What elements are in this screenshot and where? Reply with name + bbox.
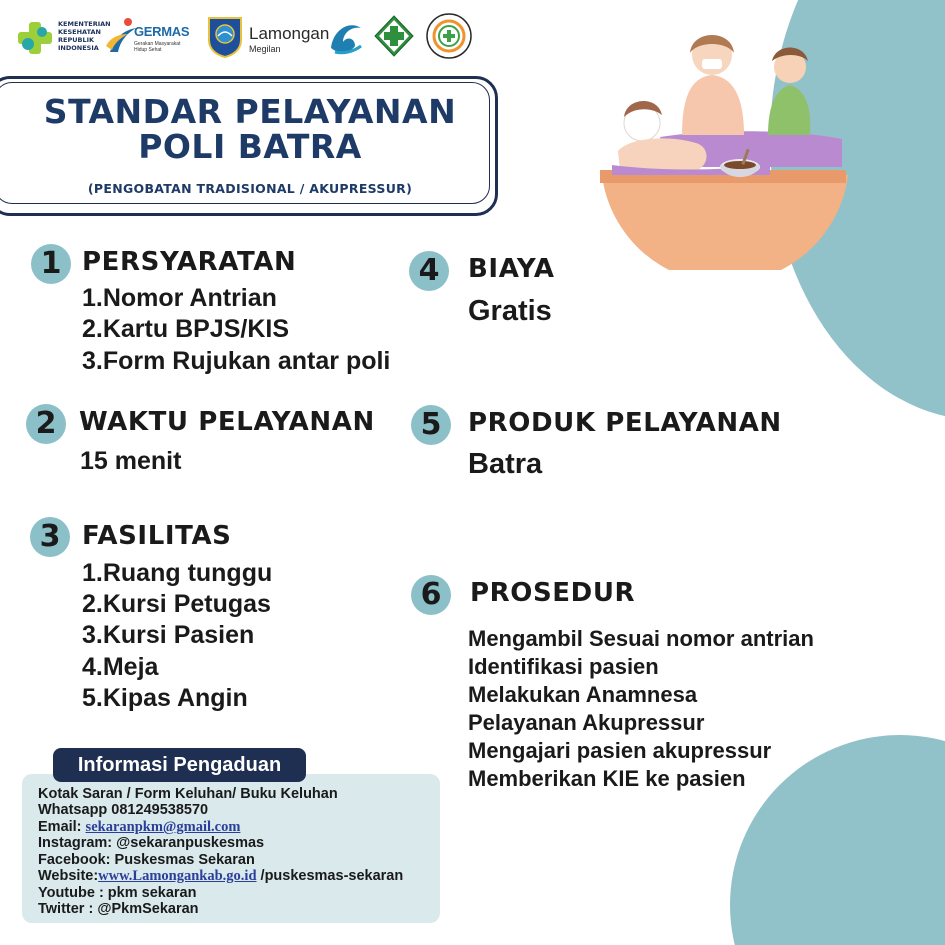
section-prosedur-title: PROSEDUR [470, 578, 636, 608]
section-5-badge: 5 [411, 405, 451, 445]
fasilitas-item: 5.Kipas Angin [82, 684, 248, 712]
pengaduan-facebook: Facebook: Puskesmas Sekaran [38, 852, 255, 868]
prosedur-step: Mengambil Sesuai nomor antrian [468, 626, 814, 651]
persyaratan-item: 1.Nomor Antrian [82, 284, 277, 312]
section-fasilitas-title: FASILITAS [82, 521, 232, 551]
persyaratan-item: 3.Form Rujukan antar poli [82, 347, 391, 375]
page-title-line-1: STANDAR PELAYANAN [43, 92, 457, 131]
kemenkes-cross-icon [18, 22, 52, 54]
waktu-value: 15 menit [80, 447, 182, 475]
section-3-badge: 3 [30, 517, 70, 557]
section-waktu-title: WAKTU PELAYANAN [79, 407, 375, 437]
fasilitas-item: 2.Kursi Petugas [82, 590, 271, 618]
pengaduan-website-row [38, 868, 403, 885]
fasilitas-item: 4.Meja [82, 653, 159, 681]
page-subtitle: (PENGOBATAN TRADISIONAL / AKUPRESSUR) [87, 181, 413, 196]
lamongan-logo-sub: Megilan [249, 44, 281, 54]
section-biaya-title: BIAYA [468, 254, 555, 284]
germas-figure-icon [104, 16, 138, 56]
website-path: /puskesmas-sekaran [256, 868, 404, 884]
prosedur-step: Pelayanan Akupressur [468, 710, 705, 735]
produk-value: Batra [468, 448, 543, 480]
section-2-badge: 2 [26, 404, 66, 444]
germas-logo-word: GERMAS [134, 24, 190, 39]
germas-logo-sub: Gerakan Masyarakat Hidup Sehat [134, 41, 181, 53]
decor-blob-bottom [730, 735, 945, 945]
pengaduan-twitter: Twitter : @PkmSekaran [38, 901, 199, 917]
pengaduan-kotak: Kotak Saran / Form Keluhan/ Buku Keluhan [38, 786, 338, 802]
puskesmas-cross-logo [373, 14, 415, 58]
fasilitas-item: 3.Kursi Pasien [82, 621, 255, 649]
prosedur-step: Identifikasi pasien [468, 654, 659, 679]
section-1-badge: 1 [31, 244, 71, 284]
biaya-value: Gratis [468, 295, 552, 327]
email-label: Email: [38, 819, 86, 835]
pengaduan-whatsapp: Whatsapp 081249538570 [38, 802, 209, 818]
email-link[interactable]: sekaranpkm@gmail.com [85, 819, 241, 835]
section-6-badge: 6 [411, 575, 451, 615]
kemenkes-logo-text: KEMENTERIAN KESEHATAN REPUBLIK INDONESIA [58, 20, 111, 52]
page-title-line-2: POLI BATRA [138, 127, 362, 166]
lamongan-seal-logo [205, 14, 245, 58]
pengaduan-youtube: Youtube : pkm sekaran [38, 885, 197, 901]
lamongan-logo-word: Lamongan [249, 24, 330, 43]
health-cross-icon [373, 14, 415, 58]
section-4-badge: 4 [409, 251, 449, 291]
massage-therapy-illustration [600, 25, 850, 270]
lamongan-wave-icon [329, 18, 363, 58]
section-produk-title: PRODUK PELAYANAN [468, 408, 782, 438]
fasilitas-item: 1.Ruang tunggu [82, 559, 273, 587]
germas-logo [104, 14, 204, 60]
kemenkes-logo [18, 18, 111, 58]
puskesmas-sekaran-logo [425, 12, 473, 60]
prosedur-step: Mengajari pasien akupressur [468, 738, 772, 763]
pengaduan-email-row [38, 819, 240, 836]
section-persyaratan-title: PERSYARATAN [82, 247, 297, 277]
prosedur-step: Melakukan Anamnesa [468, 682, 698, 707]
website-link[interactable]: www.Lamongankab.go.id [98, 868, 257, 884]
pengaduan-instagram: Instagram: @sekaranpuskesmas [38, 835, 265, 851]
prosedur-step: Memberikan KIE ke pasien [468, 766, 746, 791]
lamongan-seal-icon [205, 14, 245, 58]
pkm-sekaran-seal-icon [425, 12, 473, 60]
pengaduan-heading: Informasi Pengaduan [53, 748, 306, 782]
persyaratan-item: 2.Kartu BPJS/KIS [82, 315, 290, 343]
lamongan-megilan-logo [249, 18, 361, 60]
website-label: Website: [38, 868, 99, 884]
